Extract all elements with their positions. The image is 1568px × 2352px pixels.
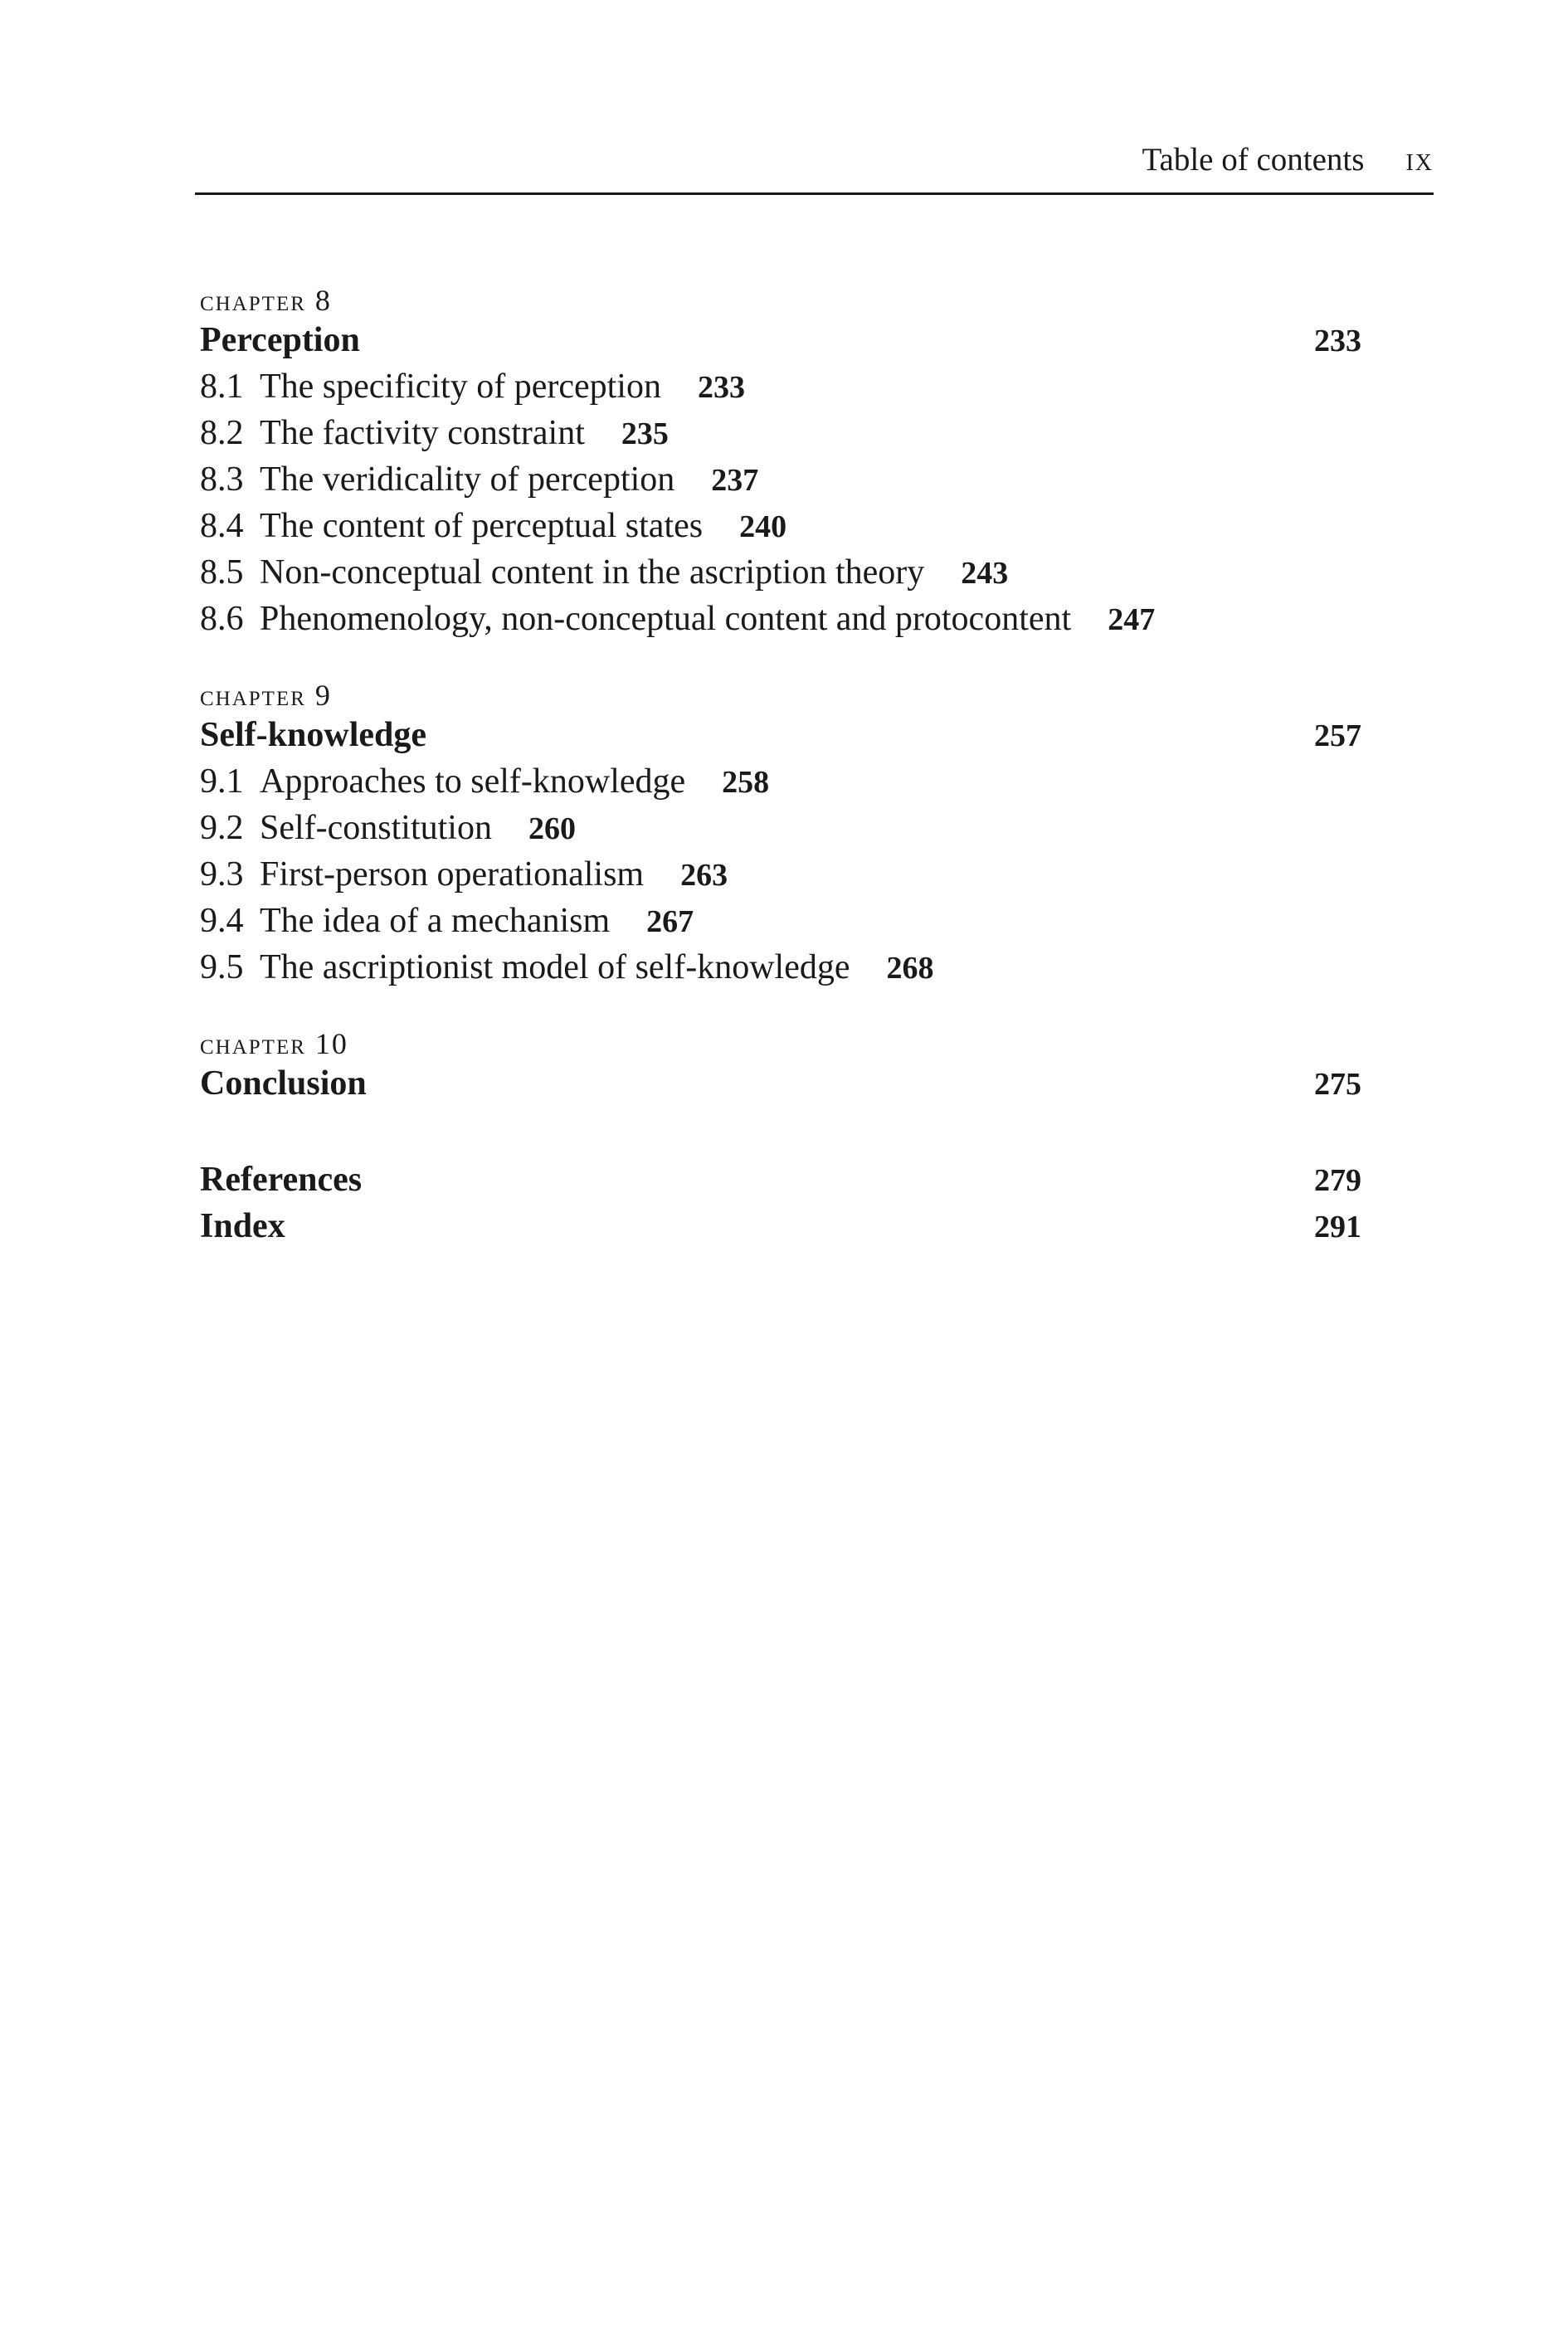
section-page-number: 233 bbox=[697, 370, 745, 405]
chapter-title-row[interactable] bbox=[200, 1060, 1361, 1107]
toc-section-entry[interactable] bbox=[200, 805, 1361, 851]
section-page-number: 243 bbox=[961, 556, 1009, 591]
section-number: 8.3 bbox=[200, 460, 244, 499]
toc-entry-index[interactable] bbox=[200, 1203, 1361, 1249]
section-title: First-person operationalism bbox=[260, 855, 645, 894]
entry-page-number: 279 bbox=[1314, 1163, 1361, 1198]
section-number: 8.6 bbox=[200, 600, 244, 638]
running-head bbox=[195, 139, 1434, 189]
chapter-label: chapter 9 bbox=[200, 679, 332, 712]
chapter-page-number: 257 bbox=[1314, 718, 1361, 753]
section-page-number: 247 bbox=[1108, 602, 1156, 637]
back-matter bbox=[200, 1157, 1361, 1249]
toc-section-entry[interactable] bbox=[200, 503, 1361, 549]
toc-section-entry[interactable] bbox=[200, 363, 1361, 410]
section-number: 9.4 bbox=[200, 902, 244, 940]
section-number: 9.2 bbox=[200, 809, 244, 847]
section-title: The ascriptionist model of self-knowledge bbox=[260, 948, 850, 986]
section-page-number: 268 bbox=[886, 951, 934, 986]
section-title: The content of perceptual states bbox=[260, 507, 704, 545]
chapter-page-number: 233 bbox=[1314, 324, 1361, 358]
section-page-number: 258 bbox=[722, 765, 770, 800]
section-title: The specificity of perception bbox=[260, 368, 661, 406]
section-number: 8.2 bbox=[200, 414, 244, 452]
entry-title: References bbox=[200, 1161, 363, 1199]
toc-section-entry[interactable] bbox=[200, 596, 1361, 642]
section-number: 8.5 bbox=[200, 553, 244, 592]
chapter-label: chapter 8 bbox=[200, 284, 332, 317]
toc-section-entry[interactable] bbox=[200, 851, 1361, 898]
section-title: Approaches to self-knowledge bbox=[260, 762, 686, 801]
chapter-title: Perception bbox=[200, 321, 360, 359]
section-title: The idea of a mechanism bbox=[260, 902, 611, 940]
toc-section-entry[interactable] bbox=[200, 898, 1361, 944]
chapter-8 bbox=[200, 275, 1361, 642]
section-page-number: 240 bbox=[739, 509, 787, 544]
toc-section-entry[interactable] bbox=[200, 410, 1361, 456]
chapter-9 bbox=[200, 670, 1361, 991]
chapter-label: chapter 10 bbox=[200, 1027, 348, 1060]
section-title: The veridicality of perception bbox=[260, 460, 675, 499]
chapter-title-row[interactable] bbox=[200, 317, 1361, 363]
entry-title: Index bbox=[200, 1207, 285, 1245]
section-page-number: 260 bbox=[528, 811, 576, 846]
chapter-title: Conclusion bbox=[200, 1064, 367, 1103]
section-page-number: 237 bbox=[711, 463, 759, 498]
entry-page-number: 291 bbox=[1314, 1210, 1361, 1244]
section-page-number: 235 bbox=[621, 416, 669, 451]
section-number: 9.5 bbox=[200, 948, 244, 986]
table-of-contents bbox=[200, 275, 1361, 1249]
section-title: Phenomenology, non-conceptual content and protocontent bbox=[260, 600, 1072, 638]
section-number: 9.1 bbox=[200, 762, 244, 801]
running-head-title: Table of contents bbox=[1142, 142, 1365, 178]
chapter-title-row[interactable] bbox=[200, 712, 1361, 758]
page-folio: ix bbox=[1405, 140, 1434, 178]
toc-section-entry[interactable] bbox=[200, 549, 1361, 596]
section-title: Self-constitution bbox=[260, 809, 492, 847]
section-title: The factivity constraint bbox=[260, 414, 585, 452]
toc-section-entry[interactable] bbox=[200, 456, 1361, 503]
section-number: 9.3 bbox=[200, 855, 244, 894]
chapter-page-number: 275 bbox=[1314, 1067, 1361, 1102]
section-number: 8.1 bbox=[200, 368, 244, 406]
toc-section-entry[interactable] bbox=[200, 944, 1361, 991]
chapter-10 bbox=[200, 1019, 1361, 1107]
section-title: Non-conceptual content in the ascription theory bbox=[260, 553, 925, 592]
header-rule bbox=[195, 192, 1434, 195]
section-page-number: 263 bbox=[680, 858, 728, 893]
chapter-title: Self-knowledge bbox=[200, 716, 426, 754]
section-number: 8.4 bbox=[200, 507, 244, 545]
toc-section-entry[interactable] bbox=[200, 758, 1361, 805]
section-page-number: 267 bbox=[646, 904, 694, 939]
toc-entry-references[interactable] bbox=[200, 1157, 1361, 1203]
